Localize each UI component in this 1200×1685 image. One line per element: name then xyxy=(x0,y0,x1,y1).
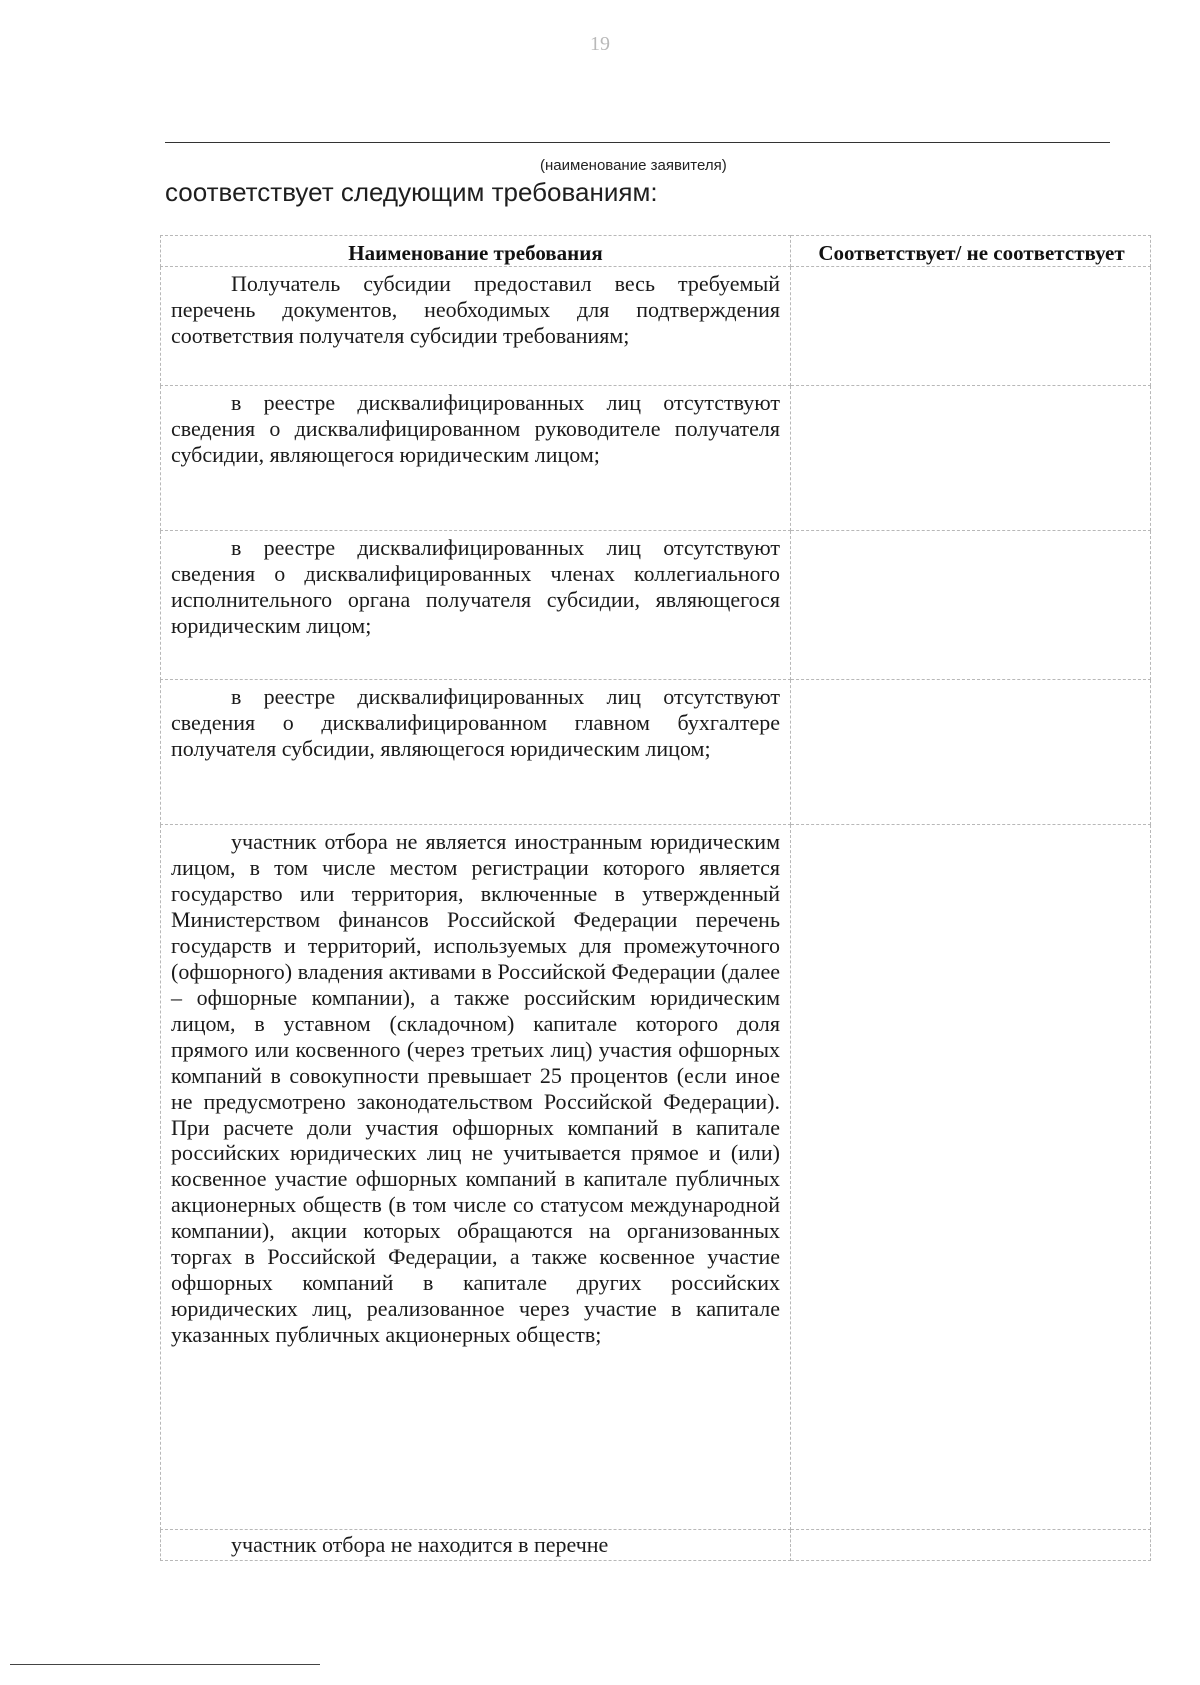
table-row xyxy=(161,267,1151,386)
header-requirement: Наименование требования xyxy=(161,236,791,267)
table-row xyxy=(161,680,1151,825)
table-row xyxy=(161,825,1151,1530)
requirement-cell xyxy=(161,825,791,1530)
intro-text: соответствует следующим требованиям: xyxy=(165,177,658,207)
requirements-table xyxy=(160,235,1151,1561)
table-row xyxy=(161,531,1151,680)
table-header-row xyxy=(161,236,1151,267)
status-cell xyxy=(791,531,1151,680)
footnote-separator xyxy=(10,1664,320,1665)
table-row xyxy=(161,1530,1151,1561)
status-cell xyxy=(791,680,1151,825)
status-cell xyxy=(791,267,1151,386)
requirement-cell xyxy=(161,386,791,531)
requirement-cell xyxy=(161,531,791,680)
header-status: Соответствует/ не соответствует xyxy=(791,236,1151,267)
requirement-text: Получатель субсидии предоставил весь требуемый перечень документов, необходимых для подтверждения соответствия получателя субсидии требованиям; xyxy=(171,271,780,348)
applicant-name-line xyxy=(165,142,1110,143)
applicant-caption: (наименование заявителя) xyxy=(540,157,727,174)
requirement-text: в реестре дисквалифицированных лиц отсутствуют сведения о дисквалифицированном главном бухгалтере получателя субсидии, являющегося юридическим лицом; xyxy=(171,684,780,761)
requirement-cell xyxy=(161,1530,791,1561)
status-cell xyxy=(791,1530,1151,1561)
requirement-cell xyxy=(161,267,791,386)
requirement-text: участник отбора не находится в перечне xyxy=(231,1532,609,1558)
requirement-text: участник отбора не является иностранным юридическим лицом, в том числе местом регистрации которого является государство или территория, включенные в утвержденный Министерством финансов Российской Федерации перечень государств и территорий, используемых для промежуточного (офшорного) владения активами в Российской Федерации (далее – офшорные компании), а также российским юридическим лицом, в уставном (складочном) капитале которого доля прямого или косвенного (через третьих лиц) участия офшорных компаний в совокупности превышает 25 процентов (если иное не предусмотрено законодательством Российской Федерации). При расчете доли участия офшорных компаний в капитале российских юридических лиц не учитывается прямое и (или) косвенное участие офшорных компаний в капитале публичных акционерных обществ (в том числе со статусом международной компании), акции которых обращаются на организованных торгах в Российской Федерации, а также косвенное участие офшорных компаний в капитале других российских юридических лиц, реализованное через участие в капитале указанных публичных акционерных обществ; xyxy=(171,829,780,1348)
table-row xyxy=(161,386,1151,531)
requirement-text: в реестре дисквалифицированных лиц отсутствуют сведения о дисквалифицированном руководителе получателя субсидии, являющегося юридическим лицом; xyxy=(171,390,780,467)
requirement-text: в реестре дисквалифицированных лиц отсутствуют сведения о дисквалифицированных членах коллегиального исполнительного органа получателя субсидии, являющегося юридическим лицом; xyxy=(171,535,780,638)
status-cell xyxy=(791,386,1151,531)
page-number: 19 xyxy=(590,33,610,55)
status-cell xyxy=(791,825,1151,1530)
requirement-cell xyxy=(161,680,791,825)
